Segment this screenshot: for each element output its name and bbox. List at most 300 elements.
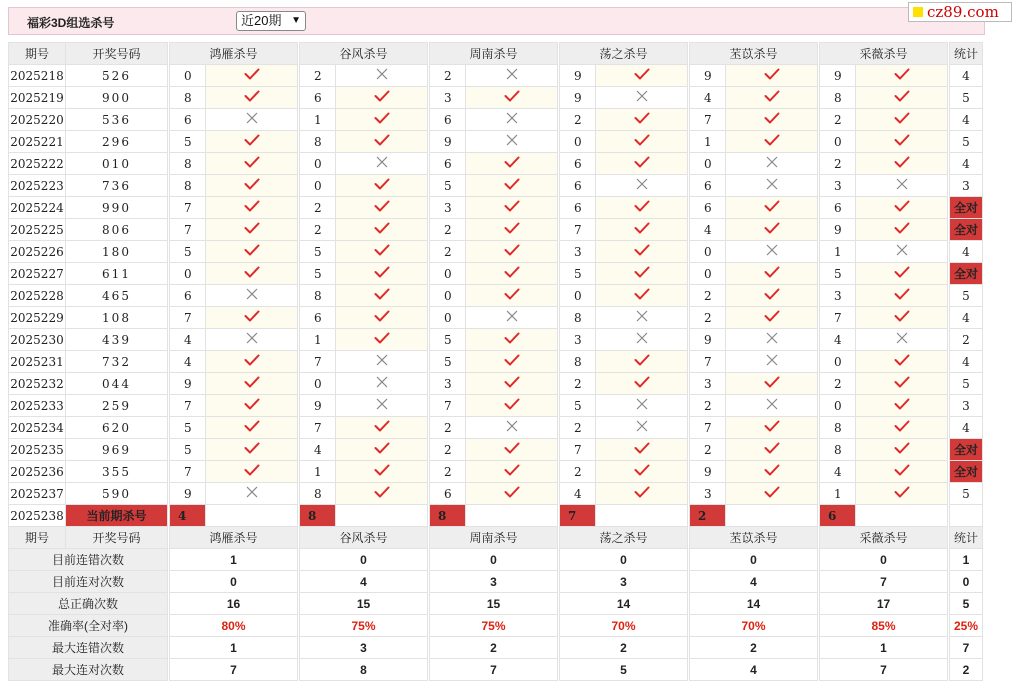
kill-number: 5 <box>170 439 206 461</box>
correct-mark <box>726 65 818 87</box>
wrong-mark <box>856 175 948 197</box>
stat-count: 4 <box>950 417 983 439</box>
empty-cell <box>950 505 983 527</box>
kill-number: 8 <box>170 87 206 109</box>
kill-number: 2 <box>820 153 856 175</box>
stats-value: 14 <box>560 593 688 615</box>
wrong-mark <box>856 329 948 351</box>
correct-mark <box>206 241 298 263</box>
logo-square-icon <box>913 7 923 17</box>
stats-value: 70% <box>690 615 818 637</box>
cross-icon <box>764 332 780 344</box>
check-icon <box>764 200 780 212</box>
cross-icon <box>764 178 780 190</box>
correct-mark <box>856 131 948 153</box>
correct-mark <box>856 285 948 307</box>
stats-value: 2 <box>430 637 558 659</box>
check-icon <box>634 244 650 256</box>
correct-mark <box>596 131 688 153</box>
check-icon <box>894 266 910 278</box>
kill-number: 2 <box>690 439 726 461</box>
check-icon <box>244 420 260 432</box>
predicted-kill-number: 4 <box>170 505 206 527</box>
wrong-mark <box>466 109 558 131</box>
check-icon <box>244 310 260 322</box>
correct-mark <box>856 87 948 109</box>
check-icon <box>244 398 260 410</box>
kill-number: 7 <box>430 395 466 417</box>
kill-number: 0 <box>300 175 336 197</box>
all-correct-badge: 全对 <box>950 263 983 285</box>
correct-mark <box>206 65 298 87</box>
kill-number: 3 <box>560 241 596 263</box>
col-header-expert: 谷风杀号 <box>300 43 428 65</box>
check-icon <box>764 442 780 454</box>
kill-number: 1 <box>820 241 856 263</box>
table-row <box>9 175 983 197</box>
check-icon <box>504 354 520 366</box>
check-icon <box>374 310 390 322</box>
correct-mark <box>596 461 688 483</box>
kill-number: 8 <box>820 87 856 109</box>
correct-mark <box>726 131 818 153</box>
stats-row <box>9 593 983 615</box>
correct-mark <box>726 263 818 285</box>
cross-icon <box>504 310 520 322</box>
stats-value: 5 <box>560 659 688 681</box>
draw-number: 296 <box>66 131 168 153</box>
stats-total: 2 <box>950 659 983 681</box>
correct-mark <box>856 373 948 395</box>
wrong-mark <box>206 109 298 131</box>
stats-total: 1 <box>950 549 983 571</box>
stats-value: 7 <box>170 659 298 681</box>
stats-value: 80% <box>170 615 298 637</box>
site-logo[interactable] <box>908 2 1012 22</box>
stats-label: 准确率(全对率) <box>9 615 168 637</box>
check-icon <box>374 90 390 102</box>
kill-number: 7 <box>170 219 206 241</box>
correct-mark <box>726 307 818 329</box>
stats-value: 0 <box>690 549 818 571</box>
col-header-kaijiang: 开奖号码 <box>66 527 168 549</box>
stats-value: 4 <box>690 571 818 593</box>
kill-number: 2 <box>690 395 726 417</box>
correct-mark <box>206 351 298 373</box>
correct-mark <box>856 219 948 241</box>
draw-number: 900 <box>66 87 168 109</box>
kill-number: 3 <box>820 285 856 307</box>
check-icon <box>504 442 520 454</box>
kill-number: 0 <box>430 263 466 285</box>
issue-number: 2025233 <box>9 395 66 417</box>
correct-mark <box>466 285 558 307</box>
check-icon <box>374 420 390 432</box>
kill-number: 1 <box>690 131 726 153</box>
correct-mark <box>466 351 558 373</box>
col-header-expert: 周南杀号 <box>430 527 558 549</box>
correct-mark <box>336 329 428 351</box>
table-row <box>9 395 983 417</box>
check-icon <box>244 68 260 80</box>
kill-number: 5 <box>170 417 206 439</box>
stats-value: 0 <box>820 549 948 571</box>
table-row <box>9 351 983 373</box>
kill-number: 2 <box>300 65 336 87</box>
correct-mark <box>596 219 688 241</box>
cross-icon <box>374 68 390 80</box>
wrong-mark <box>726 329 818 351</box>
check-icon <box>764 376 780 388</box>
cross-icon <box>374 398 390 410</box>
kill-number: 8 <box>300 483 336 505</box>
kill-number: 1 <box>820 483 856 505</box>
check-icon <box>894 376 910 388</box>
check-icon <box>504 464 520 476</box>
kill-number: 9 <box>430 131 466 153</box>
period-select[interactable] <box>236 11 306 31</box>
kill-number: 0 <box>430 307 466 329</box>
cross-icon <box>764 156 780 168</box>
correct-mark <box>336 263 428 285</box>
correct-mark <box>726 197 818 219</box>
check-icon <box>894 288 910 300</box>
check-icon <box>764 222 780 234</box>
kill-number: 7 <box>170 197 206 219</box>
correct-mark <box>856 263 948 285</box>
kill-number: 2 <box>560 417 596 439</box>
check-icon <box>374 486 390 498</box>
correct-mark <box>726 87 818 109</box>
correct-mark <box>336 439 428 461</box>
check-icon <box>504 398 520 410</box>
cross-icon <box>244 288 260 300</box>
check-icon <box>244 244 260 256</box>
kill-number: 0 <box>430 285 466 307</box>
current-kill-label: 当前期杀号 <box>66 505 168 527</box>
cross-icon <box>894 244 910 256</box>
table-row <box>9 197 983 219</box>
draw-number: 108 <box>66 307 168 329</box>
kill-number: 9 <box>170 483 206 505</box>
wrong-mark <box>596 329 688 351</box>
kill-number: 0 <box>820 395 856 417</box>
kill-number-table <box>8 42 983 681</box>
stats-value: 2 <box>690 637 818 659</box>
kill-number: 7 <box>170 307 206 329</box>
table-row <box>9 87 983 109</box>
correct-mark <box>726 439 818 461</box>
kill-number: 9 <box>560 87 596 109</box>
kill-number: 7 <box>170 395 206 417</box>
check-icon <box>764 486 780 498</box>
check-icon <box>894 90 910 102</box>
correct-mark <box>336 109 428 131</box>
correct-mark <box>336 241 428 263</box>
correct-mark <box>726 373 818 395</box>
kill-number: 6 <box>560 197 596 219</box>
kill-number: 6 <box>430 109 466 131</box>
kill-number: 5 <box>560 395 596 417</box>
col-header-tongji: 统计 <box>950 43 983 65</box>
cross-icon <box>504 112 520 124</box>
kill-number: 5 <box>300 241 336 263</box>
issue-number: 2025231 <box>9 351 66 373</box>
kill-number: 0 <box>300 373 336 395</box>
kill-number: 8 <box>300 131 336 153</box>
kill-number: 9 <box>690 65 726 87</box>
col-header-expert: 鸿雁杀号 <box>170 43 298 65</box>
kill-number: 0 <box>690 263 726 285</box>
correct-mark <box>466 263 558 285</box>
stats-total: 0 <box>950 571 983 593</box>
check-icon <box>374 200 390 212</box>
stats-label: 总正确次数 <box>9 593 168 615</box>
table-row <box>9 131 983 153</box>
check-icon <box>374 332 390 344</box>
correct-mark <box>596 241 688 263</box>
check-icon <box>374 178 390 190</box>
issue-number: 2025228 <box>9 285 66 307</box>
header-row <box>9 527 983 549</box>
correct-mark <box>856 153 948 175</box>
correct-mark <box>726 461 818 483</box>
check-icon <box>894 134 910 146</box>
wrong-mark <box>466 417 558 439</box>
kill-number: 2 <box>690 285 726 307</box>
col-header-expert: 荡之杀号 <box>560 527 688 549</box>
check-icon <box>764 420 780 432</box>
kill-number: 6 <box>170 285 206 307</box>
check-icon <box>894 442 910 454</box>
cross-icon <box>374 376 390 388</box>
table-row <box>9 329 983 351</box>
kill-number: 2 <box>430 241 466 263</box>
kill-number: 2 <box>430 439 466 461</box>
kill-number: 3 <box>430 197 466 219</box>
check-icon <box>894 222 910 234</box>
stats-value: 85% <box>820 615 948 637</box>
table-row <box>9 241 983 263</box>
correct-mark <box>856 461 948 483</box>
table-row <box>9 153 983 175</box>
correct-mark <box>466 439 558 461</box>
check-icon <box>764 134 780 146</box>
draw-number: 526 <box>66 65 168 87</box>
kill-number: 7 <box>690 417 726 439</box>
wrong-mark <box>206 285 298 307</box>
issue-number: 2025218 <box>9 65 66 87</box>
cross-icon <box>764 244 780 256</box>
wrong-mark <box>596 175 688 197</box>
correct-mark <box>596 351 688 373</box>
current-issue-row <box>9 505 983 527</box>
check-icon <box>504 156 520 168</box>
issue-number: 2025235 <box>9 439 66 461</box>
check-icon <box>244 464 260 476</box>
draw-number: 259 <box>66 395 168 417</box>
table-row <box>9 285 983 307</box>
issue-number: 2025224 <box>9 197 66 219</box>
wrong-mark <box>336 373 428 395</box>
stats-value: 0 <box>300 549 428 571</box>
kill-number: 6 <box>300 307 336 329</box>
kill-number: 5 <box>170 131 206 153</box>
col-header-expert: 周南杀号 <box>430 43 558 65</box>
kill-number: 7 <box>560 439 596 461</box>
correct-mark <box>726 483 818 505</box>
draw-number: 439 <box>66 329 168 351</box>
correct-mark <box>726 109 818 131</box>
col-header-qihao: 期号 <box>9 527 66 549</box>
check-icon <box>244 354 260 366</box>
check-icon <box>894 200 910 212</box>
cross-icon <box>894 332 910 344</box>
wrong-mark <box>336 153 428 175</box>
check-icon <box>894 156 910 168</box>
kill-number: 0 <box>300 153 336 175</box>
kill-number: 0 <box>690 153 726 175</box>
cross-icon <box>504 134 520 146</box>
check-icon <box>504 332 520 344</box>
empty-cell <box>336 505 428 527</box>
stat-count: 3 <box>950 395 983 417</box>
col-header-tongji: 统计 <box>950 527 983 549</box>
correct-mark <box>856 109 948 131</box>
kill-number: 8 <box>170 153 206 175</box>
check-icon <box>374 112 390 124</box>
correct-mark <box>206 87 298 109</box>
check-icon <box>244 376 260 388</box>
stats-value: 0 <box>170 571 298 593</box>
all-correct-badge: 全对 <box>950 197 983 219</box>
check-icon <box>634 376 650 388</box>
correct-mark <box>856 483 948 505</box>
kill-number: 4 <box>820 461 856 483</box>
col-header-expert: 采薇杀号 <box>820 527 948 549</box>
kill-number: 0 <box>170 65 206 87</box>
stats-value: 15 <box>300 593 428 615</box>
kill-number: 8 <box>820 417 856 439</box>
check-icon <box>764 288 780 300</box>
kill-number: 7 <box>690 351 726 373</box>
kill-number: 3 <box>690 483 726 505</box>
draw-number: 044 <box>66 373 168 395</box>
cross-icon <box>244 332 260 344</box>
wrong-mark <box>856 241 948 263</box>
wrong-mark <box>596 307 688 329</box>
predicted-kill-number: 6 <box>820 505 856 527</box>
check-icon <box>894 420 910 432</box>
draw-number: 536 <box>66 109 168 131</box>
issue-number: 2025221 <box>9 131 66 153</box>
stats-value: 0 <box>430 549 558 571</box>
cross-icon <box>244 112 260 124</box>
cross-icon <box>764 398 780 410</box>
draw-number: 180 <box>66 241 168 263</box>
stat-count: 2 <box>950 329 983 351</box>
stats-value: 75% <box>300 615 428 637</box>
cross-icon <box>504 420 520 432</box>
kill-number: 5 <box>560 263 596 285</box>
kill-number: 6 <box>820 197 856 219</box>
correct-mark <box>856 417 948 439</box>
check-icon <box>634 486 650 498</box>
kill-number: 5 <box>430 329 466 351</box>
issue-number: 2025236 <box>9 461 66 483</box>
correct-mark <box>466 329 558 351</box>
kill-number: 2 <box>560 109 596 131</box>
check-icon <box>504 90 520 102</box>
correct-mark <box>206 131 298 153</box>
wrong-mark <box>726 351 818 373</box>
kill-number: 3 <box>430 87 466 109</box>
kill-number: 3 <box>820 175 856 197</box>
kill-number: 9 <box>690 461 726 483</box>
correct-mark <box>466 241 558 263</box>
issue-number: 2025226 <box>9 241 66 263</box>
stat-count: 4 <box>950 153 983 175</box>
correct-mark <box>466 395 558 417</box>
check-icon <box>244 178 260 190</box>
check-icon <box>374 222 390 234</box>
col-header-expert: 苤苡杀号 <box>690 527 818 549</box>
correct-mark <box>466 175 558 197</box>
check-icon <box>244 222 260 234</box>
stats-value: 4 <box>300 571 428 593</box>
wrong-mark <box>466 307 558 329</box>
cross-icon <box>634 310 650 322</box>
stats-value: 3 <box>300 637 428 659</box>
wrong-mark <box>596 417 688 439</box>
table-row <box>9 373 983 395</box>
all-correct-badge: 全对 <box>950 461 983 483</box>
check-icon <box>504 200 520 212</box>
stats-row <box>9 615 983 637</box>
col-header-expert: 谷风杀号 <box>300 527 428 549</box>
stats-row <box>9 549 983 571</box>
kill-number: 5 <box>820 263 856 285</box>
correct-mark <box>206 461 298 483</box>
correct-mark <box>466 373 558 395</box>
cross-icon <box>374 156 390 168</box>
kill-number: 3 <box>430 373 466 395</box>
wrong-mark <box>726 395 818 417</box>
issue-number: 2025223 <box>9 175 66 197</box>
wrong-mark <box>206 483 298 505</box>
stats-label: 目前连错次数 <box>9 549 168 571</box>
empty-cell <box>726 505 818 527</box>
kill-number: 8 <box>300 285 336 307</box>
draw-number: 590 <box>66 483 168 505</box>
col-header-expert: 采薇杀号 <box>820 43 948 65</box>
draw-number: 990 <box>66 197 168 219</box>
cross-icon <box>634 420 650 432</box>
table-row <box>9 461 983 483</box>
correct-mark <box>206 153 298 175</box>
cross-icon <box>504 68 520 80</box>
kill-number: 5 <box>430 175 466 197</box>
check-icon <box>504 486 520 498</box>
header-row <box>9 43 983 65</box>
kill-number: 6 <box>690 175 726 197</box>
check-icon <box>374 266 390 278</box>
kill-number: 0 <box>560 131 596 153</box>
wrong-mark <box>726 241 818 263</box>
kill-number: 1 <box>300 109 336 131</box>
stats-row <box>9 637 983 659</box>
kill-number: 7 <box>170 461 206 483</box>
